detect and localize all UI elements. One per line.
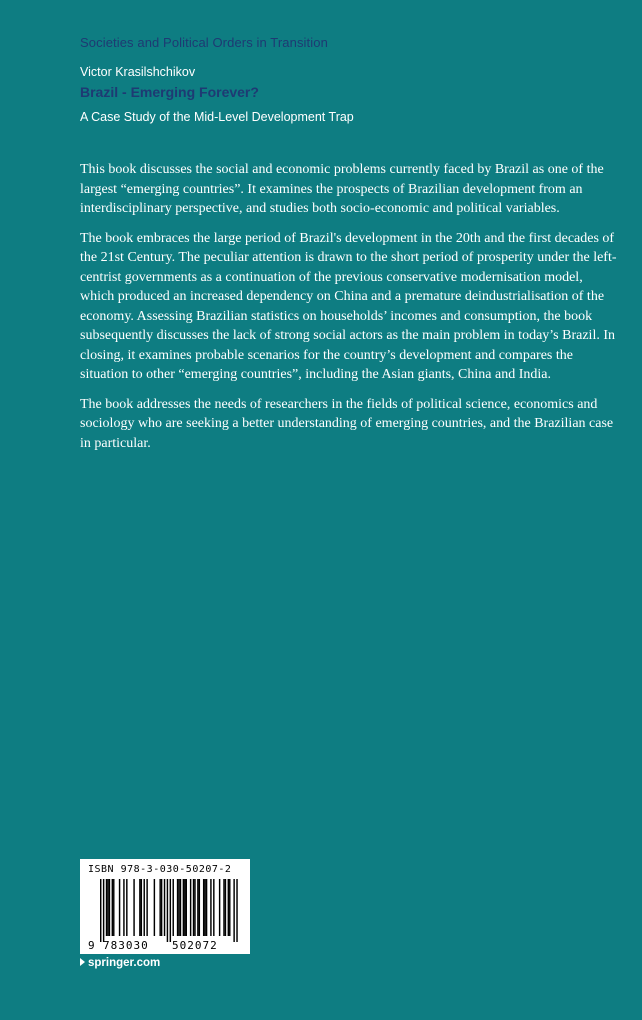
barcode-bar (223, 879, 224, 936)
barcode-bar (144, 879, 145, 936)
barcode-bar (133, 879, 134, 936)
barcode-bar (154, 879, 155, 936)
publisher-link-text: springer.com (88, 957, 161, 969)
barcode-bar (161, 879, 162, 936)
barcode-bar (109, 879, 110, 936)
book-title: Brazil - Emerging Forever? (80, 84, 259, 100)
barcode-bar (141, 879, 142, 936)
barcode-bars (100, 879, 238, 942)
barcode-bar (233, 879, 234, 942)
barcode-bar (126, 879, 127, 936)
barcode-bar (113, 879, 114, 936)
barcode-bar (139, 879, 140, 936)
barcode-bar (206, 879, 207, 936)
barcode-bar (164, 879, 165, 936)
barcode-bar (103, 879, 104, 942)
barcode-bar (199, 879, 200, 936)
barcode-graphic (80, 878, 250, 954)
isbn-label: ISBN 978-3-030-50207-2 (88, 864, 232, 875)
barcode-bar (123, 879, 124, 936)
barcode-bar (204, 879, 205, 936)
barcode-bar (177, 879, 178, 936)
blurb-paragraph-3: The book addresses the needs of researchers in the fields of political science, economics and sociology who are seeking a better understanding of emerging countries, and the Brazilian case in particular. (80, 396, 614, 451)
barcode-bar (194, 879, 195, 936)
author-name: Victor Krasilshchikov (80, 65, 196, 79)
barcode-bar (184, 879, 185, 936)
arrow-right-icon (80, 958, 85, 966)
barcode-left-digits: 783030 (103, 939, 149, 952)
barcode-bar (107, 879, 108, 936)
blurb (80, 160, 618, 463)
barcode-bar (236, 879, 237, 942)
barcode-bar (167, 879, 168, 942)
blurb-paragraph-1: This book discusses the social and economic problems currently faced by Brazil as one of the largest “emerging countries”. It examines the prospects of Brazilian development from an interdisciplinary perspective, and studies both socio-economic and political variables. (80, 162, 604, 216)
barcode-bar (203, 879, 204, 936)
barcode-bar (197, 879, 198, 936)
barcode-bar (112, 879, 113, 936)
blurb-paragraph-2: The book embraces the large period of Brazil's development in the 20th and the first decades of the 21st Century. The peculiar attention is drawn to the short period of prosperity under the left-centrist governments as a continuation of the previous conservative modernisation model, which produced an increased dependency on China and a premature deindustrialisation of the economy. Assessing Brazilian statistics on households’ incomes and consumption, the book subsequently discusses the lack of strong social actors as the main problem in today’s Brazil. In closing, it examines probable scenarios for the country’s development and compares the situation to other “emerging countries”, including the Asian giants, China and India. (80, 230, 617, 382)
barcode-first-digit: 9 (88, 939, 95, 952)
barcode-bar (180, 879, 181, 936)
barcode-bar (219, 879, 220, 936)
barcode-bar (183, 879, 184, 936)
barcode-bar (229, 879, 230, 936)
barcode-bar (190, 879, 191, 936)
barcode-bar (100, 879, 101, 942)
barcode-bar (106, 879, 107, 936)
barcode-bar (186, 879, 187, 936)
barcode-bar (228, 879, 229, 936)
barcode-bar (159, 879, 160, 936)
series-name: Societies and Political Orders in Transition (80, 35, 328, 50)
barcode-bar (225, 879, 226, 936)
barcode-bar (178, 879, 179, 936)
publisher-link[interactable] (80, 957, 160, 969)
barcode-bar (119, 879, 120, 936)
barcode-bar (173, 879, 174, 936)
barcode-bar (210, 879, 211, 936)
isbn-barcode (80, 859, 250, 954)
barcode-bar (146, 879, 147, 936)
book-subtitle: A Case Study of the Mid-Level Development Trap (80, 110, 354, 124)
barcode-bar (170, 879, 171, 942)
barcode-right-digits: 502072 (172, 939, 218, 952)
barcode-bar (213, 879, 214, 936)
barcode-bar (193, 879, 194, 936)
